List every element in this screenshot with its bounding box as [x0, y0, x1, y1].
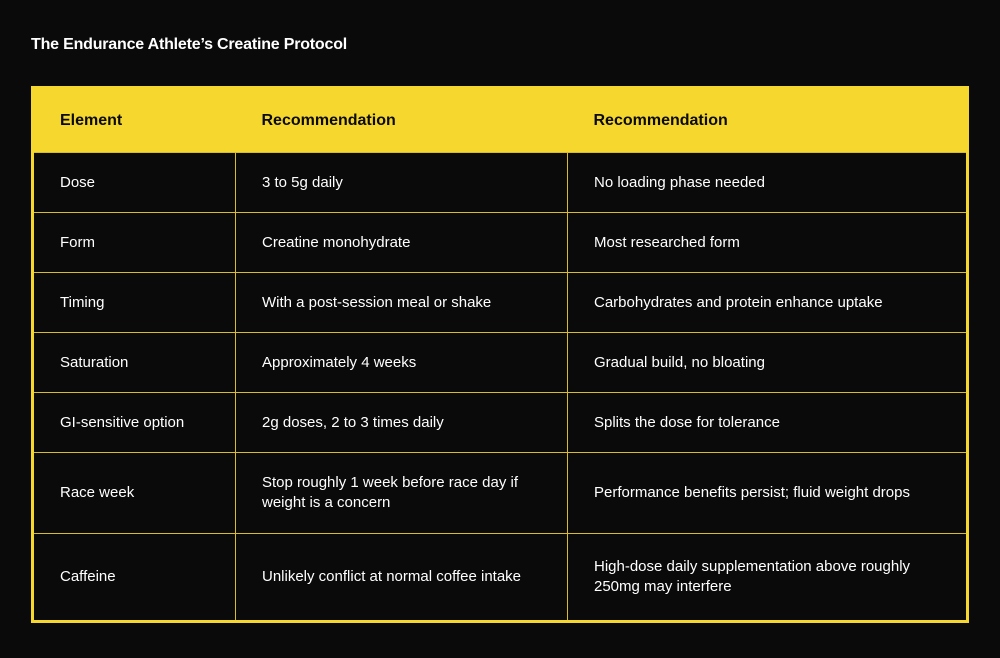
cell-element: GI-sensitive option	[33, 393, 236, 453]
table-row	[33, 453, 968, 534]
cell-recommendation: 3 to 5g daily	[236, 153, 568, 213]
cell-notes: Gradual build, no bloating	[568, 333, 968, 393]
table-row	[33, 393, 968, 453]
cell-element: Race week	[33, 453, 236, 534]
column-header-recommendation: Recommendation	[236, 88, 568, 153]
cell-notes: No loading phase needed	[568, 153, 968, 213]
cell-element: Form	[33, 213, 236, 273]
page-title: The Endurance Athlete’s Creatine Protocol	[31, 36, 348, 53]
cell-notes: Splits the dose for tolerance	[568, 393, 968, 453]
column-header-notes: Recommendation	[568, 88, 968, 153]
table-row	[33, 333, 968, 393]
cell-recommendation: Creatine monohydrate	[236, 213, 568, 273]
cell-recommendation: Unlikely conflict at normal coffee intake	[236, 534, 568, 622]
table-row	[33, 213, 968, 273]
cell-element: Caffeine	[33, 534, 236, 622]
cell-notes: High-dose daily supplementation above roughly 250mg may interfere	[568, 534, 968, 622]
table-row	[33, 273, 968, 333]
cell-element: Dose	[33, 153, 236, 213]
table-header-row	[33, 88, 968, 153]
cell-recommendation: Approximately 4 weeks	[236, 333, 568, 393]
cell-recommendation: 2g doses, 2 to 3 times daily	[236, 393, 568, 453]
cell-recommendation: Stop roughly 1 week before race day if weight is a concern	[236, 453, 568, 534]
column-header-element: Element	[33, 88, 236, 153]
table-row	[33, 153, 968, 213]
table-row	[33, 534, 968, 622]
cell-notes: Performance benefits persist; fluid weight drops	[568, 453, 968, 534]
cell-element: Timing	[33, 273, 236, 333]
cell-recommendation: With a post-session meal or shake	[236, 273, 568, 333]
cell-notes: Carbohydrates and protein enhance uptake	[568, 273, 968, 333]
cell-element: Saturation	[33, 333, 236, 393]
cell-notes: Most researched form	[568, 213, 968, 273]
protocol-table	[31, 86, 969, 623]
